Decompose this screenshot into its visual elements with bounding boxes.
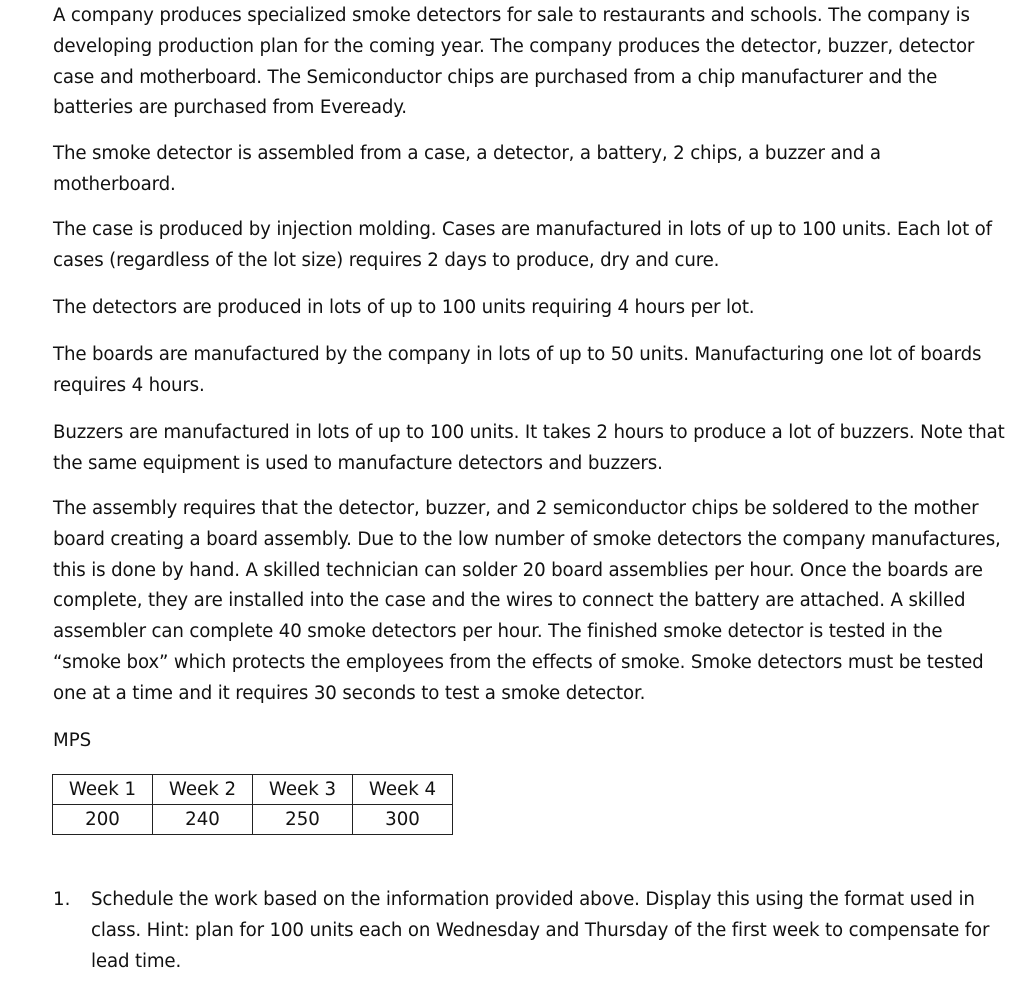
case-production-paragraph: The case is produced by injection molding. Cases are manufactured in lots of up to 100 units. Each lot of cases (regardless of the lot size) requires 2 days to produce, dry and cure. [53,219,992,271]
question-text: Schedule the work based on the information provided above. Display this using the format used in class. Hint: plan for 100 units each on Wednesday and Thursday of the first week to compensate for lead time. [91,889,990,972]
mps-table [52,774,453,835]
mps-values-row [53,805,453,835]
mps-header-week-4: Week 4 [353,775,453,805]
board-production-paragraph: The boards are manufactured by the company in lots of up to 50 units. Manufacturing one lot of boards requires 4 hours. [53,344,982,396]
mps-value-week-2: 240 [153,805,253,835]
detector-production-paragraph: The detectors are produced in lots of up to 100 units requiring 4 hours per lot. [53,297,755,318]
mps-label: MPS [53,730,92,751]
mps-header-week-2: Week 2 [153,775,253,805]
mps-value-week-3: 250 [253,805,353,835]
assembly-process-paragraph: The assembly requires that the detector, buzzer, and 2 semiconductor chips be soldered to the mother board creating a board assembly. Due to the low number of smoke detectors the company manufactures, this is done by hand. A skilled technician can solder 20 board assemblies per hour. Once the boards are complete, they are installed into the case and the wires to connect the battery are attached. A skilled assembler can complete 40 smoke detectors per hour. The finished smoke detector is tested in the “smoke box” which protects the employees from the effects of smoke. Smoke detectors must be tested one at a time and it requires 30 seconds to test a smoke detector. [53,498,1001,704]
assembly-components-paragraph: The smoke detector is assembled from a case, a detector, a battery, 2 chips, a buzzer and a motherboard. [53,143,881,195]
mps-value-week-1: 200 [53,805,153,835]
buzzer-production-paragraph: Buzzers are manufactured in lots of up to 100 units. It takes 2 hours to produce a lot of buzzers. Note that the same equipment is used to manufacture detectors and buzzers. [53,422,1005,474]
mps-header-week-1: Week 1 [53,775,153,805]
mps-header-week-3: Week 3 [253,775,353,805]
question-number: 1. [53,889,71,910]
mps-header-row [53,775,453,805]
mps-value-week-4: 300 [353,805,453,835]
intro-paragraph: A company produces specialized smoke detectors for sale to restaurants and schools. The company is developing production plan for the coming year. The company produces the detector, buzzer, detector case and motherboard. The Semiconductor chips are purchased from a chip manufacturer and the batteries are purchased from Eveready. [53,5,975,119]
